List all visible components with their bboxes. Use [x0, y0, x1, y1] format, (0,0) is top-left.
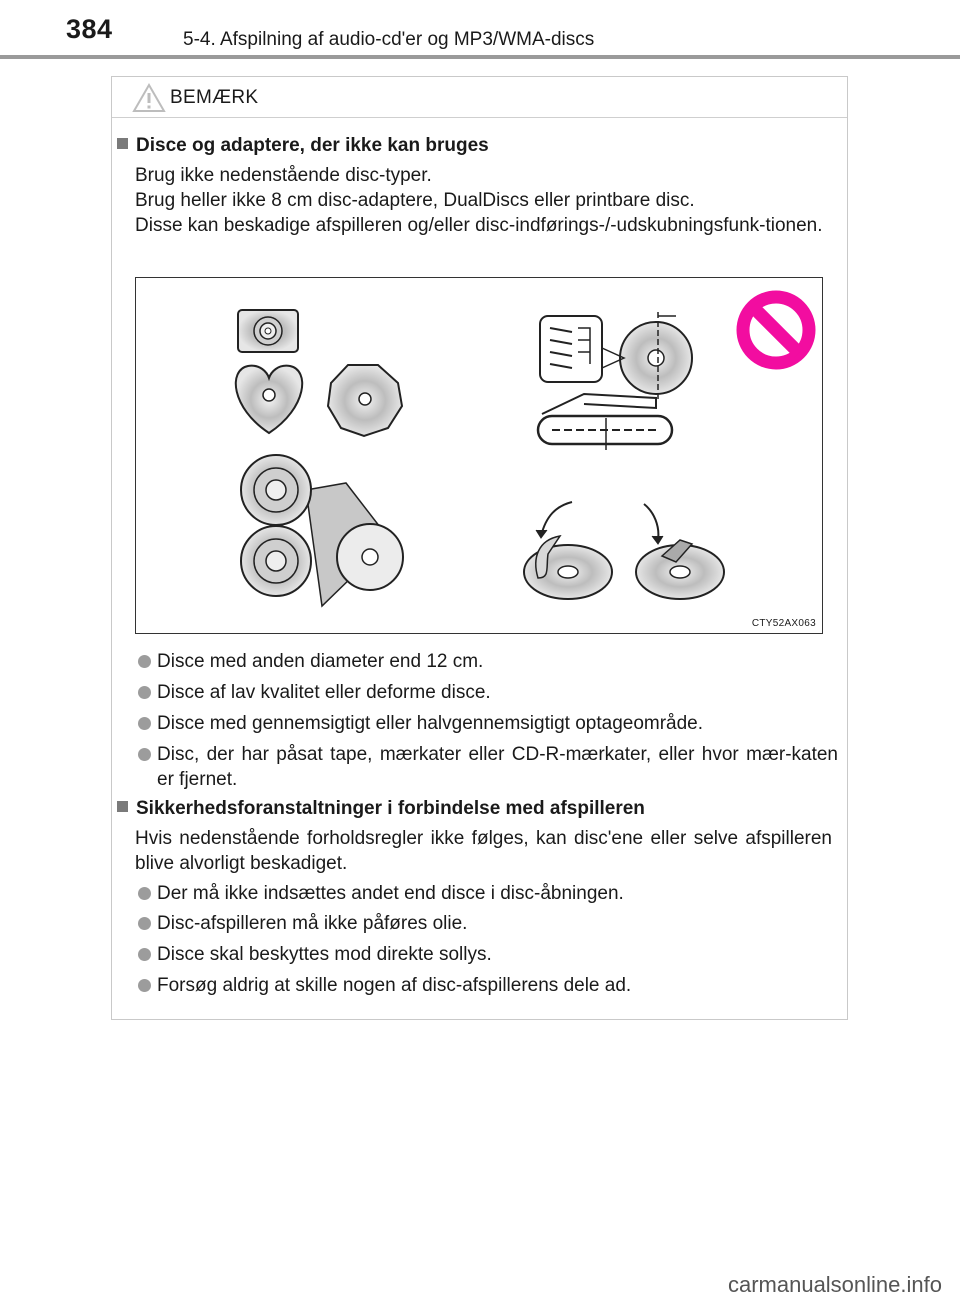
- list-item: Disce med gennemsigtigt eller halvgennemsigtigt optageområde.: [138, 711, 838, 736]
- list-item: Disc-afspilleren må ikke påføres olie.: [138, 911, 838, 936]
- page-number: 384: [66, 14, 113, 44]
- disc-adapter-icon: [241, 455, 403, 606]
- square-bullet-icon: [117, 138, 128, 149]
- paragraph: Hvis nedenstående forholdsregler ikke følges, kan disc'ene eller selve afspilleren blive alvorligt beskadiget.: [135, 828, 832, 874]
- notice-header: [112, 77, 847, 118]
- prohibition-icon: [743, 297, 809, 363]
- square-bullet-icon: [117, 801, 128, 812]
- bullet-dot-icon: [138, 717, 151, 730]
- paragraph-line: Brug heller ikke 8 cm disc-adaptere, DualDiscs eller printbare disc.: [135, 190, 695, 211]
- paragraph-line: Brug ikke nedenstående disc-typer.: [135, 165, 432, 186]
- warning-triangle-icon: [132, 83, 166, 113]
- section-heading-unusable-discs: Disce og adaptere, der ikke kan bruges: [117, 135, 489, 157]
- disc-with-tape-icon: [524, 502, 724, 599]
- heart-disc-icon: [236, 366, 302, 433]
- bullet-dot-icon: [138, 948, 151, 961]
- bullet-dot-icon: [138, 979, 151, 992]
- bullet-dot-icon: [138, 887, 151, 900]
- figure-code: CTY52AX063: [751, 618, 816, 629]
- disc-illustration: [135, 277, 823, 634]
- watermark: carmanualsonline.info: [727, 1272, 942, 1297]
- square-disc-icon: [238, 310, 298, 352]
- list-item: Disce skal beskyttes mod direkte sollys.: [138, 942, 838, 967]
- header-rule: [0, 55, 960, 59]
- polygon-disc-icon: [328, 365, 402, 436]
- page-header: [0, 0, 960, 62]
- list-item: Disc, der har påsat tape, mærkater eller CD-R-mærkater, eller hvor mær-katen er fjernet.: [138, 742, 838, 792]
- section-heading-player-precautions: Sikkerhedsforanstaltninger i forbindelse med afspilleren: [117, 798, 645, 820]
- notice-label: BEMÆRK: [170, 87, 259, 108]
- list-item: Forsøg aldrig at skille nogen af disc-afspillerens dele ad.: [138, 973, 838, 998]
- bullet-dot-icon: [138, 917, 151, 930]
- deformed-disc-icon: [538, 312, 692, 450]
- list-item: Disce med anden diameter end 12 cm.: [138, 649, 838, 674]
- bullet-dot-icon: [138, 655, 151, 668]
- paragraph-line: Disse kan beskadige afspilleren og/eller disc-indførings-/-udskubningsfunk-tionen.: [135, 215, 823, 236]
- bullet-dot-icon: [138, 686, 151, 699]
- disc-illustration-graphic: [136, 278, 822, 633]
- list-item: Disce af lav kvalitet eller deforme disce.: [138, 680, 838, 705]
- bullet-dot-icon: [138, 748, 151, 761]
- list-item: Der må ikke indsættes andet end disce i disc-åbningen.: [138, 881, 838, 906]
- section-title: 5-4. Afspilning af audio-cd'er og MP3/WMA-discs: [183, 29, 595, 50]
